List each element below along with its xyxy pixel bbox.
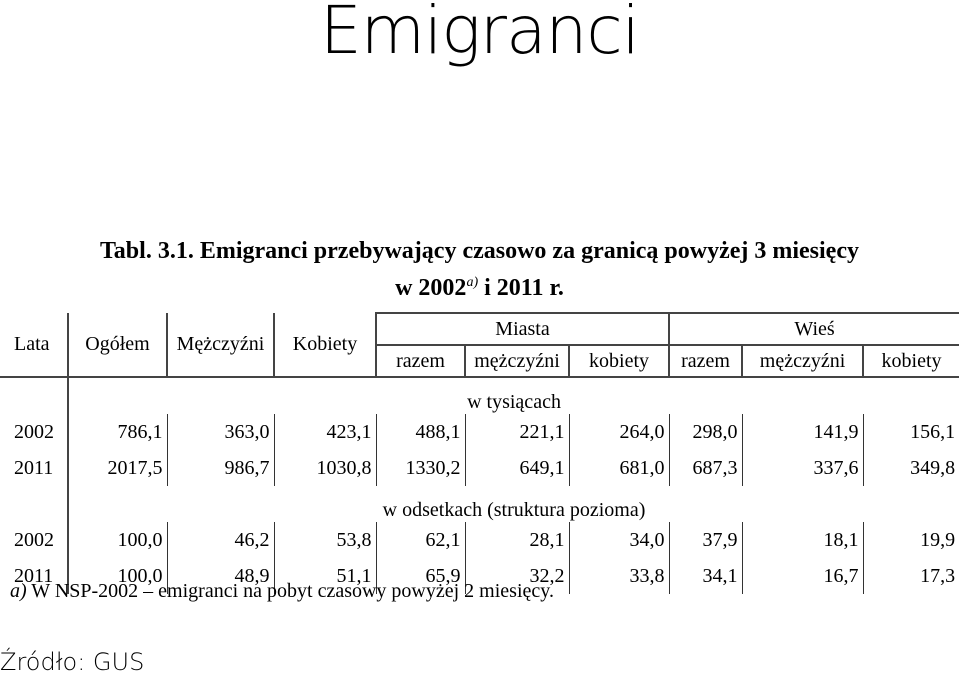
table-cell: 141,9: [742, 414, 863, 450]
header-wies: Wieś: [669, 313, 959, 345]
table-cell: 156,1: [863, 414, 959, 450]
table-cell: 2002: [14, 528, 54, 551]
table-cell: 221,1: [465, 414, 569, 450]
source-note: Źródło: GUS: [0, 648, 145, 676]
table-cell: 37,9: [669, 522, 742, 558]
header-ogolem: Ogółem: [68, 313, 167, 377]
header-mezczyzni: Mężczyźni: [167, 313, 274, 377]
table-cell: 423,1: [274, 414, 376, 450]
section-label-thousands: w tysiącach: [68, 377, 959, 414]
table-cell: 34,1: [669, 558, 742, 594]
table-cell: 2011: [14, 456, 54, 479]
table-cell: 33,8: [569, 558, 669, 594]
header-wies-kobiety: kobiety: [863, 345, 959, 377]
table-cell: 1330,2: [376, 450, 465, 486]
caption-footnote-marker: a): [466, 275, 479, 290]
table-cell: 100,0: [68, 522, 167, 558]
table-cell: 18,1: [742, 522, 863, 558]
table-cell: 28,1: [465, 522, 569, 558]
header-kobiety: Kobiety: [274, 313, 376, 377]
table-cell: 100,0: [68, 558, 167, 594]
footnote-marker: a): [10, 580, 27, 602]
table-cell: 16,7: [742, 558, 863, 594]
table-row: [0, 522, 959, 558]
caption-years-end: i 2011 r.: [478, 275, 564, 301]
section-label-percent: w odsetkach (struktura poziomа): [68, 486, 959, 522]
table-cell: 51,1: [274, 558, 376, 594]
table-cell: 53,8: [274, 522, 376, 558]
table-cell: 34,0: [569, 522, 669, 558]
table-cell: 488,1: [376, 414, 465, 450]
table-cell: 17,3: [863, 558, 959, 594]
table-cell: 19,9: [863, 522, 959, 558]
header-lata: Lata: [0, 313, 68, 377]
header-miasta-mezczyzni: mężczyźni: [465, 345, 569, 377]
header-miasta-razem: razem: [376, 345, 465, 377]
table-cell: 46,2: [167, 522, 274, 558]
table-cell: 681,0: [569, 450, 669, 486]
footnote-text: W NSP-2002 – emigranci na pobyt czasowy powyżej 2 miesięcy.: [26, 580, 554, 602]
table-cell: 62,1: [376, 522, 465, 558]
table-cell: 337,6: [742, 450, 863, 486]
table-row: [0, 450, 959, 486]
header-wies-razem: razem: [669, 345, 742, 377]
table-caption-line2: [0, 268, 959, 303]
table-cell: 2002: [14, 420, 54, 443]
table-footnote: [10, 580, 554, 603]
table-cell: 65,9: [376, 558, 465, 594]
table-cell: 32,2: [465, 558, 569, 594]
header-miasta-kobiety: kobiety: [569, 345, 669, 377]
slide-title: Emigranci: [320, 0, 639, 69]
table-cell: 649,1: [465, 450, 569, 486]
header-wies-mezczyzni: mężczyźni: [742, 345, 863, 377]
caption-years-start: w 2002: [395, 275, 467, 301]
table-cell: 2017,5: [68, 450, 167, 486]
header-miasta: Miasta: [376, 313, 669, 345]
emigrants-table: [0, 312, 959, 594]
table-cell: 786,1: [68, 414, 167, 450]
table-row: [0, 414, 959, 450]
table-cell: 264,0: [569, 414, 669, 450]
table-caption-line1: Tabl. 3.1. Emigranci przebywający czasowo za granicą powyżej 3 miesięcy: [100, 238, 859, 264]
table-cell: 2011: [14, 564, 54, 587]
table-cell: 48,9: [167, 558, 274, 594]
table-cell: 986,7: [167, 450, 274, 486]
table-cell: 298,0: [669, 414, 742, 450]
table-cell: 687,3: [669, 450, 742, 486]
table-cell: 349,8: [863, 450, 959, 486]
table-cell: 1030,8: [274, 450, 376, 486]
table-cell: 363,0: [167, 414, 274, 450]
